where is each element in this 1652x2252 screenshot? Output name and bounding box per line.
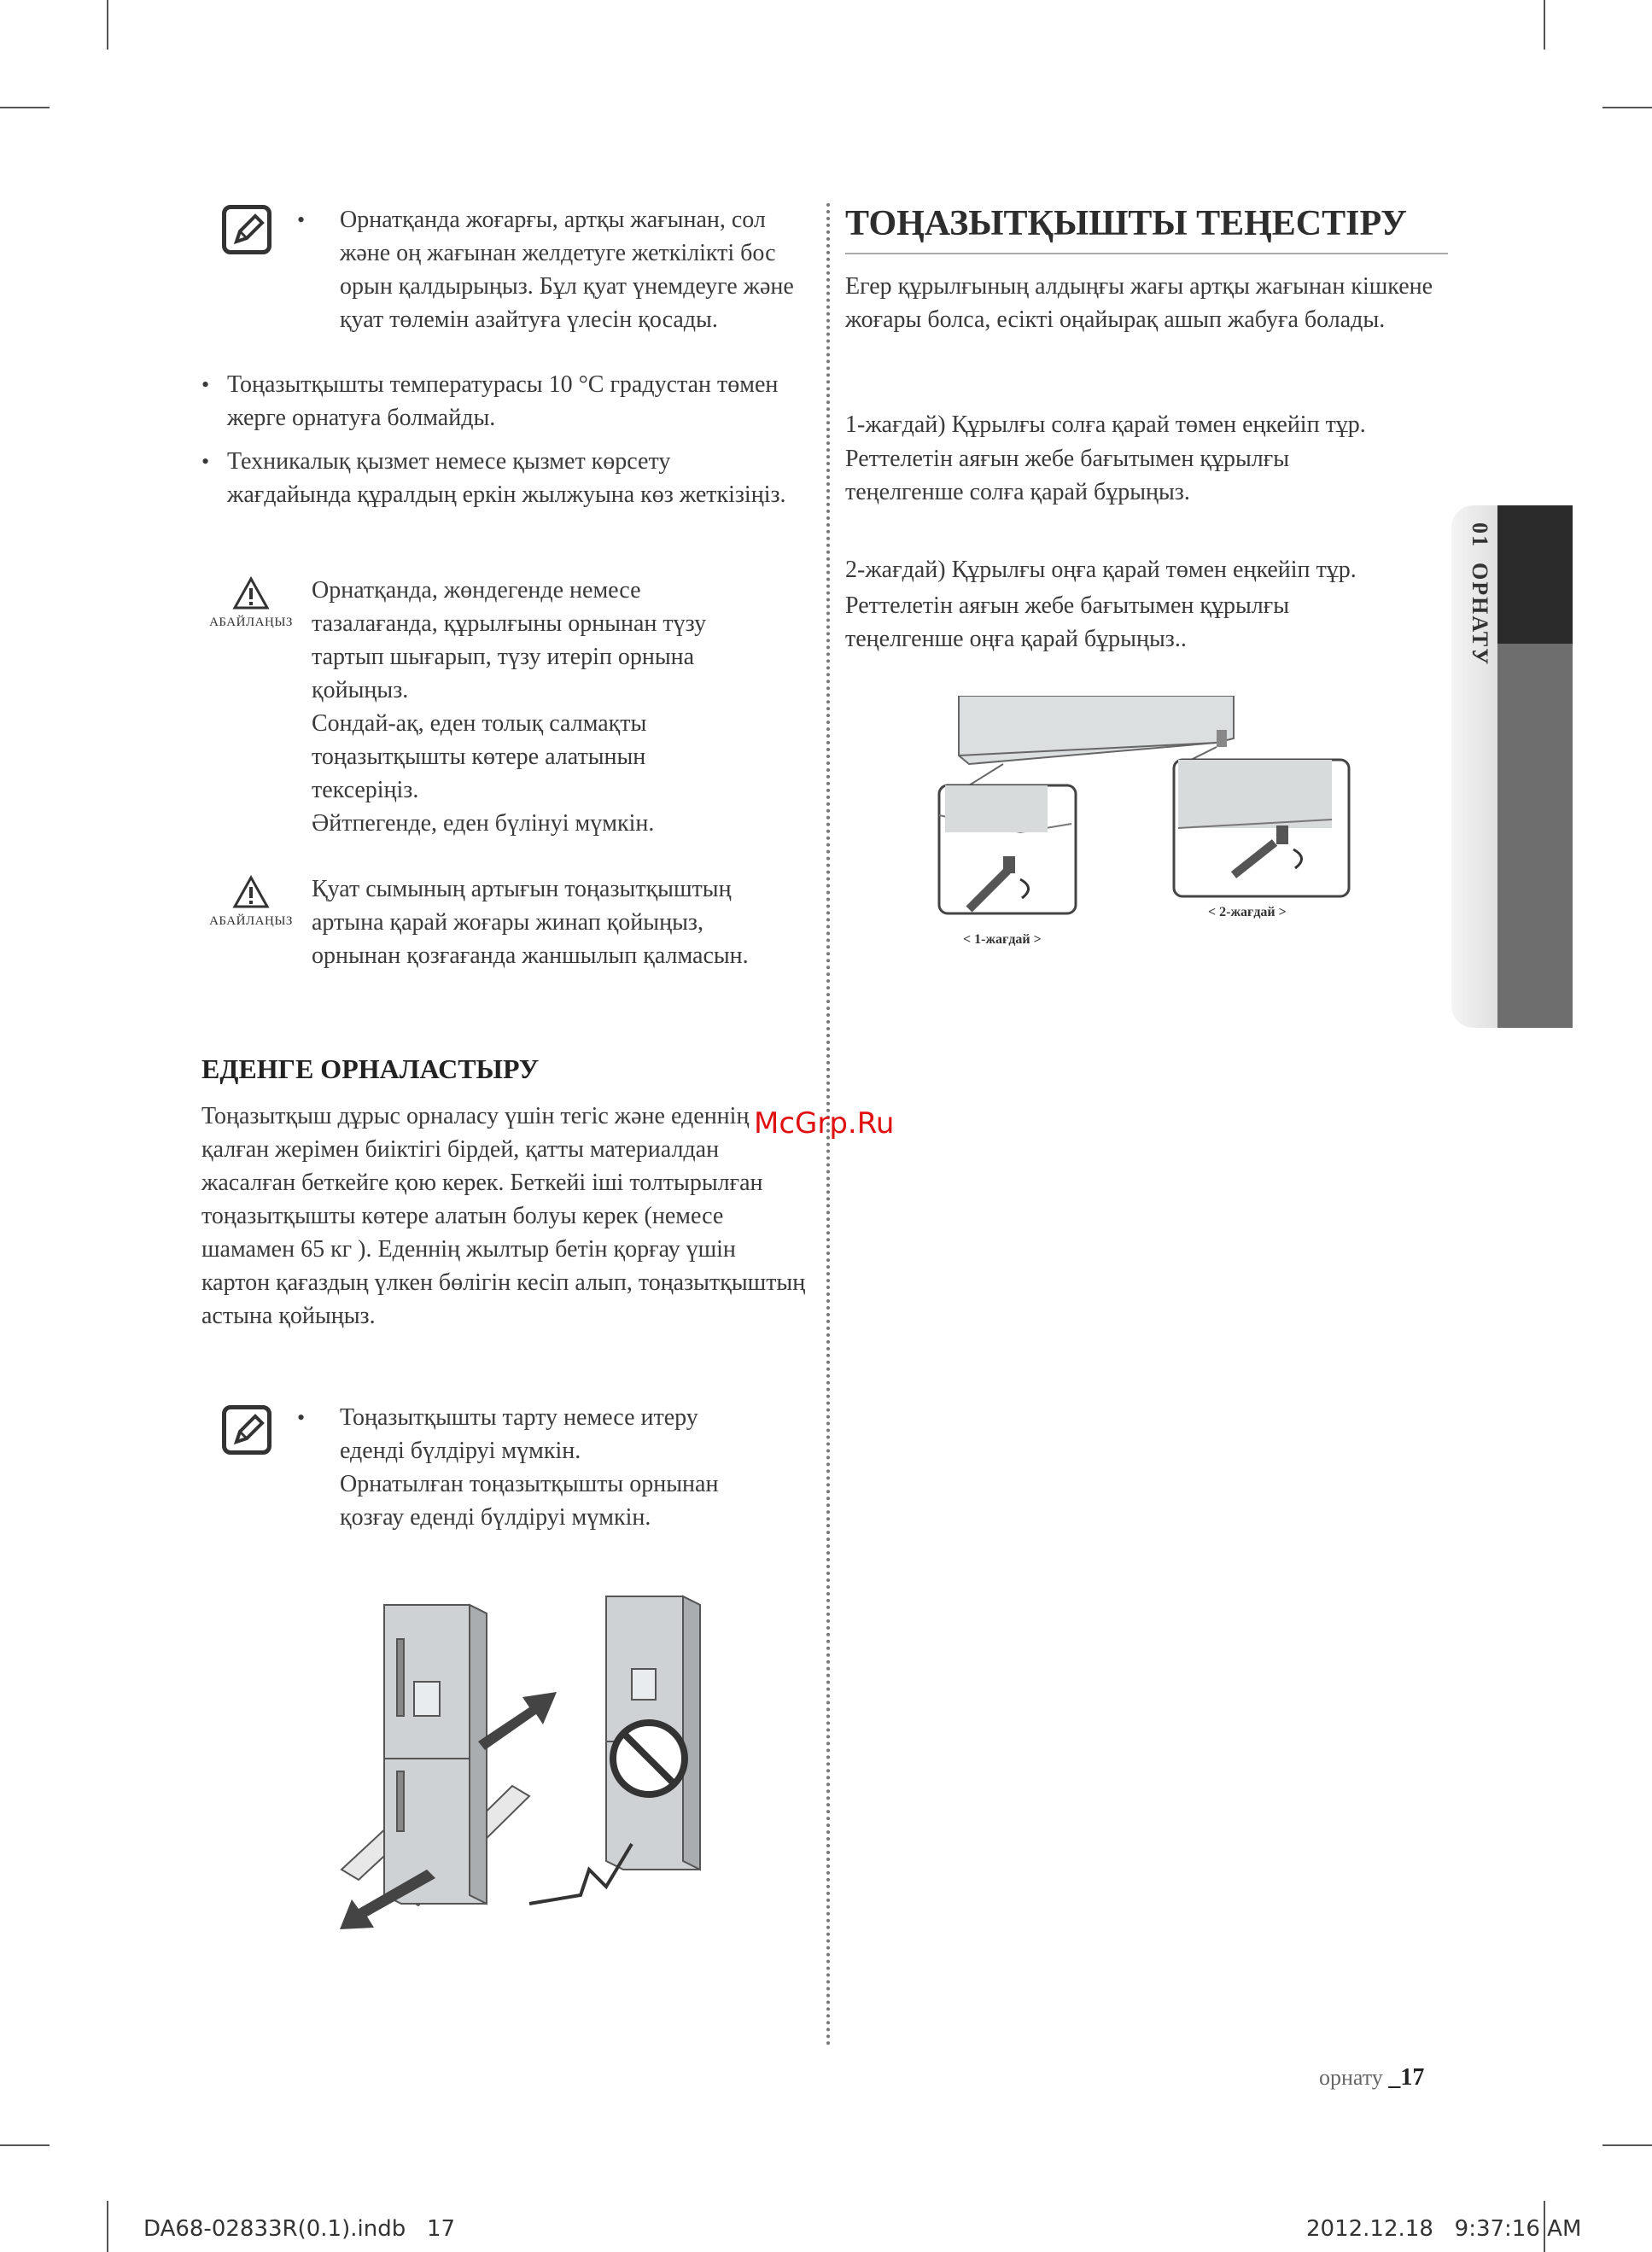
warning-badge [203, 875, 299, 929]
watermark: McGrp.Ru [754, 1106, 895, 1141]
warning-triangle-icon [232, 576, 270, 610]
note-pencil-icon [222, 205, 271, 254]
print-timestamp: 2012.12.18 9:37:16 AM [1306, 2216, 1582, 2242]
title-rule [845, 253, 1448, 254]
section-body: Тоңазытқыш дұрыс орналасу үшін тегіс және еденнің қалған жерімен биіктігі бірдей, қатты материалдан жасалған беткейге қою керек. Беткейі іші толтырылған тоңазытқышты көтере алатын болуы керек (немесе шамамен 65 кг ). Еденнің жылтыр бетін қорғау үшін картон қағаздың үлкен бөлігін кесіп алып, тоңазытқыштың астына қойыңыз. [201, 1103, 806, 1329]
section-side-tab [1451, 505, 1573, 1028]
side-tab-dark-block [1497, 505, 1573, 644]
case2-body: Реттелетін аяғын жебе бағытымен құрылғы теңелгенше оңға қарай бұрыңыз.. [845, 592, 1290, 652]
crop-mark [107, 2201, 108, 2252]
section-title: ЕДЕНГЕ ОРНАЛАСТЫРУ [201, 1053, 540, 1084]
page-number-footer [1319, 2064, 1424, 2092]
warning1-text: Орнатқанда, жөндегенде немесе тазалағанда, құрылғыны орнынан түзу тартып шығарып, түзу итеріп орнына қойыңыз. Сондай-ақ, еден толық салмақты тоңазытқышты көтере алатынын тексеріңіз. Әйтпегенде, еден бүлінуі мүмкін. [312, 577, 707, 837]
caption-case2: < 2-жағдай > [1208, 905, 1287, 919]
warning2-text: Қуат сымының артығын тоңазытқыштың артына қарай жоғары жинап қойыңыз, орнынан қозғағанда жаншылып қалмасын. [312, 876, 749, 969]
footer-section: орнату [1319, 2065, 1383, 2090]
fridge-moving-illustration [333, 1588, 726, 1929]
crop-mark [1602, 2144, 1652, 2146]
crop-mark [0, 2144, 50, 2146]
case1-body: Реттелетін аяғын жебе бағытымен құрылғы теңелгенше солға қарай бұрыңыз. [845, 446, 1290, 505]
note-bullet: • Орнатқанда жоғарғы, артқы жағынан, сол және оң жағынан желдетуге жеткілікті бос орын қалдырыңыз. Бұл қуат үнемдеуге және қуат төлемін азайтуға үлесін қосады. [297, 203, 801, 336]
page-title: ТОҢАЗЫТҚЫШТЫ ТЕҢЕСТІРУ [845, 204, 1407, 243]
note1-text: Орнатқанда жоғарғы, артқы жағынан, сол және оң жағынан желдетуге жеткілікті бос орын қалдырыңыз. Бұл қуат үнемдеуге және қуат төлемін азайтуға үлесін қосады. [340, 207, 794, 333]
leveling-illustration [935, 696, 1362, 960]
footer-page-number: _17 [1388, 2064, 1425, 2091]
print-file-name: DA68-02833R(0.1).indb 17 [143, 2216, 456, 2242]
warning-label: АБАЙЛАҢЫЗ [209, 914, 293, 928]
side-tab-label: 01 ОРНАТУ [1468, 522, 1492, 667]
warning-triangle-icon [232, 875, 270, 909]
list-item: • Тоңазытқышты температурасы 10 °C градустан төмен жерге орнатуға болмайды. [201, 371, 779, 431]
warning-label: АБАЙЛАҢЫЗ [209, 616, 293, 629]
warning-badge [203, 576, 299, 630]
crop-mark [1544, 0, 1545, 50]
crop-mark [1602, 107, 1652, 108]
note-pencil-icon [222, 1405, 271, 1455]
list-item: • Техникалық қызмет немесе қызмет көрсету жағдайында құралдың еркін жылжуына көз жеткізіңіз. [201, 448, 786, 508]
bullet-list [201, 368, 808, 511]
crop-mark [0, 107, 50, 108]
case2-heading: 2-жағдай) Құрылғы оңға қарай төмен еңкейіп тұр. [845, 557, 1357, 583]
intro-text: Егер құрылғының алдыңғы жағы артқы жағынан кішкене жоғары болса, есікті оңайырақ ашып жабуға болады. [845, 273, 1433, 333]
note2-bullet: • Тоңазытқышты тарту немесе итеру еденді бүлдіруі мүмкін. Орнатылған тоңазытқышты орнынан қозғау еденді бүлдіруі мүмкін. [297, 1404, 719, 1531]
side-tab-mid-block [1497, 644, 1573, 1028]
case1-heading: 1-жағдай) Құрылғы солға қарай төмен еңкейіп тұр. [845, 411, 1366, 438]
caption-case1: < 1-жағдай > [963, 932, 1042, 947]
crop-mark [107, 0, 108, 50]
